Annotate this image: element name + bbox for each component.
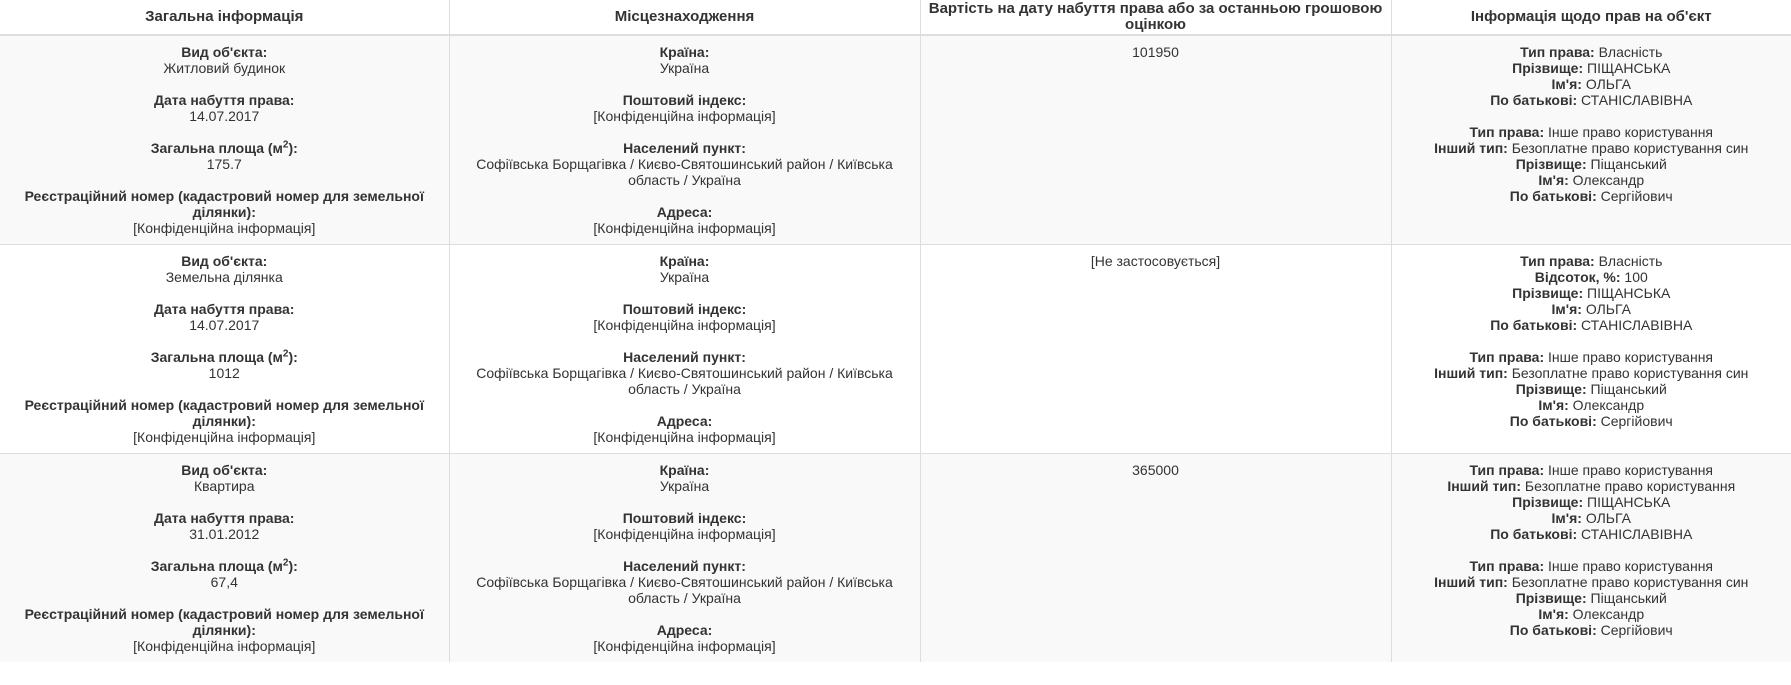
header-general: Загальна інформація <box>0 0 449 35</box>
acquire-date-value: 31.01.2012 <box>189 526 260 542</box>
area-label: Загальна площа $(м^2)$: <box>150 557 298 574</box>
cost-cell <box>920 454 1391 663</box>
postal-value: [Конфіденційна інформація] <box>593 317 776 333</box>
settlement-value: Софіївська Борщагівка / Києво-Святошинський район / Київська область / Україна <box>476 574 893 606</box>
object-type-label: Вид об'єкта: <box>181 44 268 60</box>
table-row <box>0 454 1791 663</box>
object-type-value: Земельна ділянка <box>165 269 283 285</box>
address-label: Адреса: <box>656 413 713 429</box>
table-row <box>0 245 1791 454</box>
cost-cell <box>920 245 1391 454</box>
area-value: 1012 <box>208 365 240 381</box>
address-value: [Конфіденційна інформація] <box>593 638 776 654</box>
postal-value: [Конфіденційна інформація] <box>593 526 776 542</box>
settlement-label: Населений пункт: <box>623 349 746 365</box>
reg-number-value: [Конфіденційна інформація] <box>133 429 316 445</box>
object-type-value: Квартира <box>193 478 255 494</box>
country-label: Країна: <box>659 253 710 269</box>
header-rights: Інформація щодо прав на об'єкт <box>1391 0 1791 35</box>
location-cell <box>449 245 920 454</box>
cost-cell <box>920 35 1391 245</box>
country-value: Україна <box>659 269 710 285</box>
rights-user: Тип права: Інше право користування Інший тип: Безоплатне право користування син Прізвище: Піщанський Ім'я: Олександр По батькові: Сергійович <box>1434 349 1749 429</box>
address-label: Адреса: <box>656 204 713 220</box>
acquire-date-label: Дата набуття права: <box>154 510 295 526</box>
rights-owner: Тип права: Власність Відсоток, %: 100 Прізвище: ПІЩАНСЬКА Ім'я: ОЛЬГА По батькові: СТАНІСЛАВІВНА <box>1490 253 1693 333</box>
acquire-date-label: Дата набуття права: <box>154 301 295 317</box>
address-value: [Конфіденційна інформація] <box>593 429 776 445</box>
acquire-date-label: Дата набуття права: <box>154 92 295 108</box>
settlement-label: Населений пункт: <box>623 558 746 574</box>
general-cell <box>0 245 449 454</box>
general-cell <box>0 454 449 663</box>
location-cell <box>449 35 920 245</box>
cost-value: 101950 <box>1132 44 1179 60</box>
acquire-date-value: 14.07.2017 <box>189 108 260 124</box>
rights-cell <box>1391 35 1791 245</box>
country-value: Україна <box>659 60 710 76</box>
cost-value: 365000 <box>1132 462 1179 478</box>
area-label: Загальна площа $(м^2)$: <box>150 348 298 365</box>
reg-number-value: [Конфіденційна інформація] <box>133 638 316 654</box>
reg-number-label: Реєстраційний номер (кадастровий номер для земельної ділянки): <box>24 606 424 638</box>
settlement-value: Софіївська Борщагівка / Києво-Святошинський район / Київська область / Україна <box>476 156 893 188</box>
header-cost: Вартість на дату набуття права або за останньою грошовою оцінкою <box>920 0 1391 35</box>
general-cell <box>0 35 449 245</box>
area-value: 67,4 <box>210 574 238 590</box>
cost-value: [Не застосовується] <box>1090 253 1221 269</box>
location-cell <box>449 454 920 663</box>
rights-user: Тип права: Інше право користування Інший тип: Безоплатне право користування син Прізвище: Піщанський Ім'я: Олександр По батькові: Сергійович <box>1434 124 1749 204</box>
rights-owner: Тип права: Власність Прізвище: ПІЩАНСЬКА Ім'я: ОЛЬГА По батькові: СТАНІСЛАВІВНА <box>1490 44 1693 108</box>
table-row <box>0 35 1791 245</box>
reg-number-value: [Конфіденційна інформація] <box>133 220 316 236</box>
reg-number-label: Реєстраційний номер (кадастровий номер для земельної ділянки): <box>24 397 424 429</box>
country-value: Україна <box>659 478 710 494</box>
settlement-label: Населений пункт: <box>623 140 746 156</box>
postal-label: Поштовий індекс: <box>622 510 747 526</box>
rights-user: Тип права: Інше право користування Інший тип: Безоплатне право користування син Прізвище: Піщанський Ім'я: Олександр По батькові: Сергійович <box>1434 558 1749 638</box>
country-label: Країна: <box>659 44 710 60</box>
object-type-label: Вид об'єкта: <box>181 462 268 478</box>
address-value: [Конфіденційна інформація] <box>593 220 776 236</box>
rights-owner: Тип права: Інше право користування Інший тип: Безоплатне право користування Прізвище: ПІЩАНСЬКА Ім'я: ОЛЬГА По батькові: СТАНІСЛАВІВНА <box>1447 462 1736 542</box>
country-label: Країна: <box>659 462 710 478</box>
postal-label: Поштовий індекс: <box>622 92 747 108</box>
rights-cell <box>1391 245 1791 454</box>
header-location: Місцезнаходження <box>449 0 920 35</box>
settlement-value: Софіївська Борщагівка / Києво-Святошинський район / Київська область / Україна <box>476 365 893 397</box>
object-type-value: Житловий будинок <box>163 60 286 76</box>
postal-value: [Конфіденційна інформація] <box>593 108 776 124</box>
object-type-label: Вид об'єкта: <box>181 253 268 269</box>
area-label: Загальна площа $(м^2)$: <box>150 139 298 156</box>
area-value: 175.7 <box>206 156 242 172</box>
table-header-row <box>0 0 1791 35</box>
address-label: Адреса: <box>656 622 713 638</box>
acquire-date-value: 14.07.2017 <box>189 317 260 333</box>
reg-number-label: Реєстраційний номер (кадастровий номер для земельної ділянки): <box>24 188 424 220</box>
rights-cell <box>1391 454 1791 663</box>
postal-label: Поштовий індекс: <box>622 301 747 317</box>
